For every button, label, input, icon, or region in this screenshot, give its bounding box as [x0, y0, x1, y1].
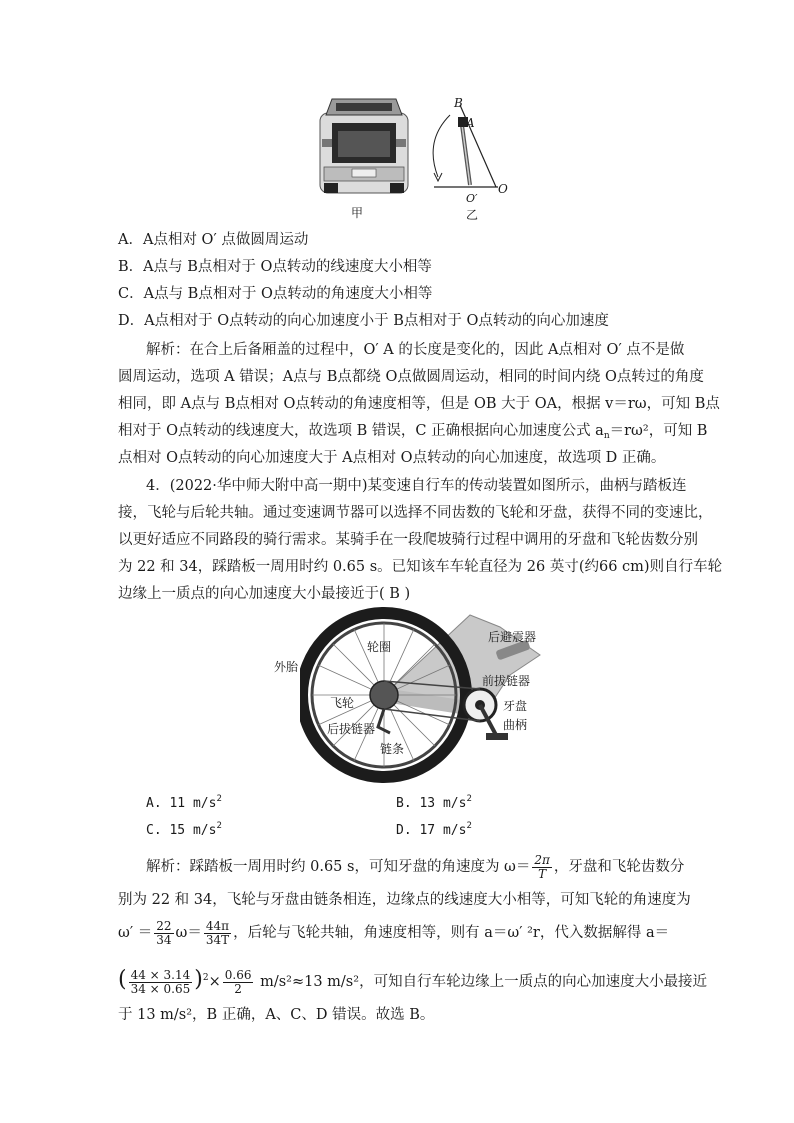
bike-label-crank: 曲柄 [503, 718, 528, 732]
q4-analysis-l3-c: ，后轮与飞轮共轴，角速度相等，则有 a＝ω′ ²r，代入数据解得 a＝ [233, 925, 670, 941]
rotation-arc [433, 115, 450, 177]
figure-caption-right: 乙 [466, 208, 479, 222]
q3-analysis-line-1: 解析：在合上后备厢盖的过程中，O′ A 的长度是变化的，因此 A点相对 O′ 点不是做 [146, 342, 685, 358]
q3-option-a: A．A点相对 O′ 点做圆周运动 [118, 232, 309, 248]
q4-option-c-sup: 2 [216, 821, 222, 831]
q3-analysis-line-4-text: 相对于 O点转动的线速度大，故选项 B 错误，C 正确根据向心加速度公式 a [118, 423, 604, 439]
q4-option-a-sup: 2 [216, 794, 222, 804]
q4-stem-line-2: 接，飞轮与后轮共轴。通过变速调节器可以选择不同齿数的飞轮和牙盘，获得不同的变速比， [118, 505, 713, 521]
q3-analysis-line-5: 点相对 O点转动的向心加速度大于 A点相对 O点转动的向心加速度，故选项 D 正确。 [118, 450, 666, 466]
diagram-label-b: B [454, 96, 463, 110]
q4-analysis-line-3 [118, 916, 669, 950]
q3-analysis-line-3: 相同，即 A点与 B点相对 O点转动的角速度相等，但是 OB 大于 OA，根据 v＝rω，可知 B点 [118, 396, 720, 412]
fraction-066-over-2 [223, 969, 254, 996]
q4-option-c [146, 821, 222, 838]
q4-option-b [396, 794, 472, 811]
q3-analysis-line-4 [118, 421, 707, 446]
q4-analysis-line-2: 别为 22 和 34，飞轮与牙盘由链条相连，边缘点的线速度大小相等，可知飞轮的角速度为 [118, 892, 691, 908]
bike-label-freewheel: 飞轮 [330, 696, 355, 710]
q3-option-b: B．A点与 B点相对于 O点转动的线速度大小相等 [118, 259, 432, 275]
q4-analysis-l1-a: 解析：踩踏板一周用时约 0.65 s，可知牙盘的角速度为 ω＝ [146, 859, 531, 875]
q3-option-c: C．A点与 B点相对于 O点转动的角速度大小相等 [118, 286, 433, 302]
fraction-numerator: 22 [156, 918, 172, 933]
fraction-big [129, 969, 193, 996]
q4-analysis-line-1 [146, 850, 684, 884]
q4-option-c-text: C. 15 m/s [146, 823, 217, 838]
q3-option-d: D．A点相对于 O点转动的向心加速度小于 B点相对于 O点转动的向心加速度 [118, 313, 609, 329]
bike-label-chain: 链条 [380, 742, 405, 756]
paren-close: ) [194, 967, 203, 992]
q4-analysis-line-5: 于 13 m/s²，B 正确，A、C、D 错误。故选 B。 [118, 1007, 435, 1023]
bike-label-chainring: 牙盘 [503, 699, 528, 713]
fraction-denominator: T [538, 866, 547, 881]
bike-label-outer-tire: 外胎 [274, 660, 299, 674]
q4-analysis-l4-b: m/s²≈13 m/s²，可知自行车轮边缘上一质点的向心加速度大小最接近 [255, 974, 708, 990]
q4-option-b-text: B. 13 m/s [396, 796, 467, 811]
q4-option-a-text: A. 11 m/s [146, 796, 217, 811]
figure-caption-left: 甲 [351, 206, 364, 220]
q3-formula-subscript: n [603, 431, 610, 441]
q3-formula-tail: ＝rω²，可知 B [609, 423, 708, 439]
pedal [486, 733, 508, 740]
fraction-numerator: 2π [534, 852, 550, 867]
q3-analysis-line-2: 圆周运动，选项 A 错误；A点与 B点都绕 O点做圆周运动，相同的时间内绕 O点转过的角度 [118, 369, 704, 385]
q4-analysis-l3-b: ω＝ [175, 925, 202, 941]
bike-label-rim: 轮圈 [367, 640, 392, 654]
q4-option-d-sup: 2 [466, 821, 472, 831]
freewheel [370, 681, 398, 709]
diagram-label-o-prime: O′ [466, 192, 478, 205]
q4-option-d [396, 821, 472, 838]
fraction-denominator: 2 [234, 981, 242, 996]
strut-rod-inner [462, 125, 470, 185]
q4-option-b-sup: 2 [466, 794, 472, 804]
paren-open: ( [118, 967, 127, 992]
bike-label-rear-derailleur: 后拔链器 [327, 722, 376, 736]
fraction-numerator: 0.66 [224, 967, 252, 982]
q4-stem-line-3: 以更好适应不同路段的骑行需求。某骑手在一段爬坡骑行过程中调用的牙盘和飞轮齿数分别 [118, 532, 698, 548]
fraction-numerator: 44π [204, 920, 231, 934]
fraction-denominator: 34T [205, 932, 230, 947]
q4-stem-line-1: 4．(2022·华中师大附中高一期中)某变速自行车的传动装置如图所示，曲柄与踏板连 [146, 478, 687, 494]
diagram-label-a: A [466, 116, 475, 130]
fraction-denominator: 34 [156, 932, 172, 947]
q4-option-d-text: D. 17 m/s [396, 823, 467, 838]
q4-analysis-line-4: ( $\frac{44 \times 3.14}{34 \times 0.65}$ )$^2$× $\frac{0.66}{2}$ m/s²≈13 m/s²，可知自行车轮边缘上一质点的向心加速度大小最接近 [118, 967, 708, 996]
q4-analysis-l3-a: ω′ ＝ [118, 925, 153, 941]
diagram-label-o: O [498, 182, 508, 196]
bike-label-rear-shock: 后避震器 [488, 630, 537, 644]
fraction-denominator: 34 × 0.65 [130, 981, 191, 996]
fraction-numerator: 44 × 3.14 [130, 967, 191, 982]
bike-label-front-derailleur: 前拔链器 [482, 674, 531, 688]
fraction-22-over-34 [154, 920, 173, 947]
q4-analysis-l1-b: ，牙盘和飞轮齿数分 [553, 859, 685, 875]
q4-stem-line-4: 为 22 和 34，踩踏板一周用时约 0.65 s。已知该车车轮直径为 26 英寸(约66 cm)则自行车轮 [118, 559, 723, 575]
q4-option-a [146, 794, 222, 811]
fraction-2pi-over-t [532, 854, 552, 881]
q4-stem-line-5: 边缘上一质点的向心加速度大小最接近于( B ) [118, 586, 411, 602]
fraction-44pi-over-34t [204, 920, 231, 947]
